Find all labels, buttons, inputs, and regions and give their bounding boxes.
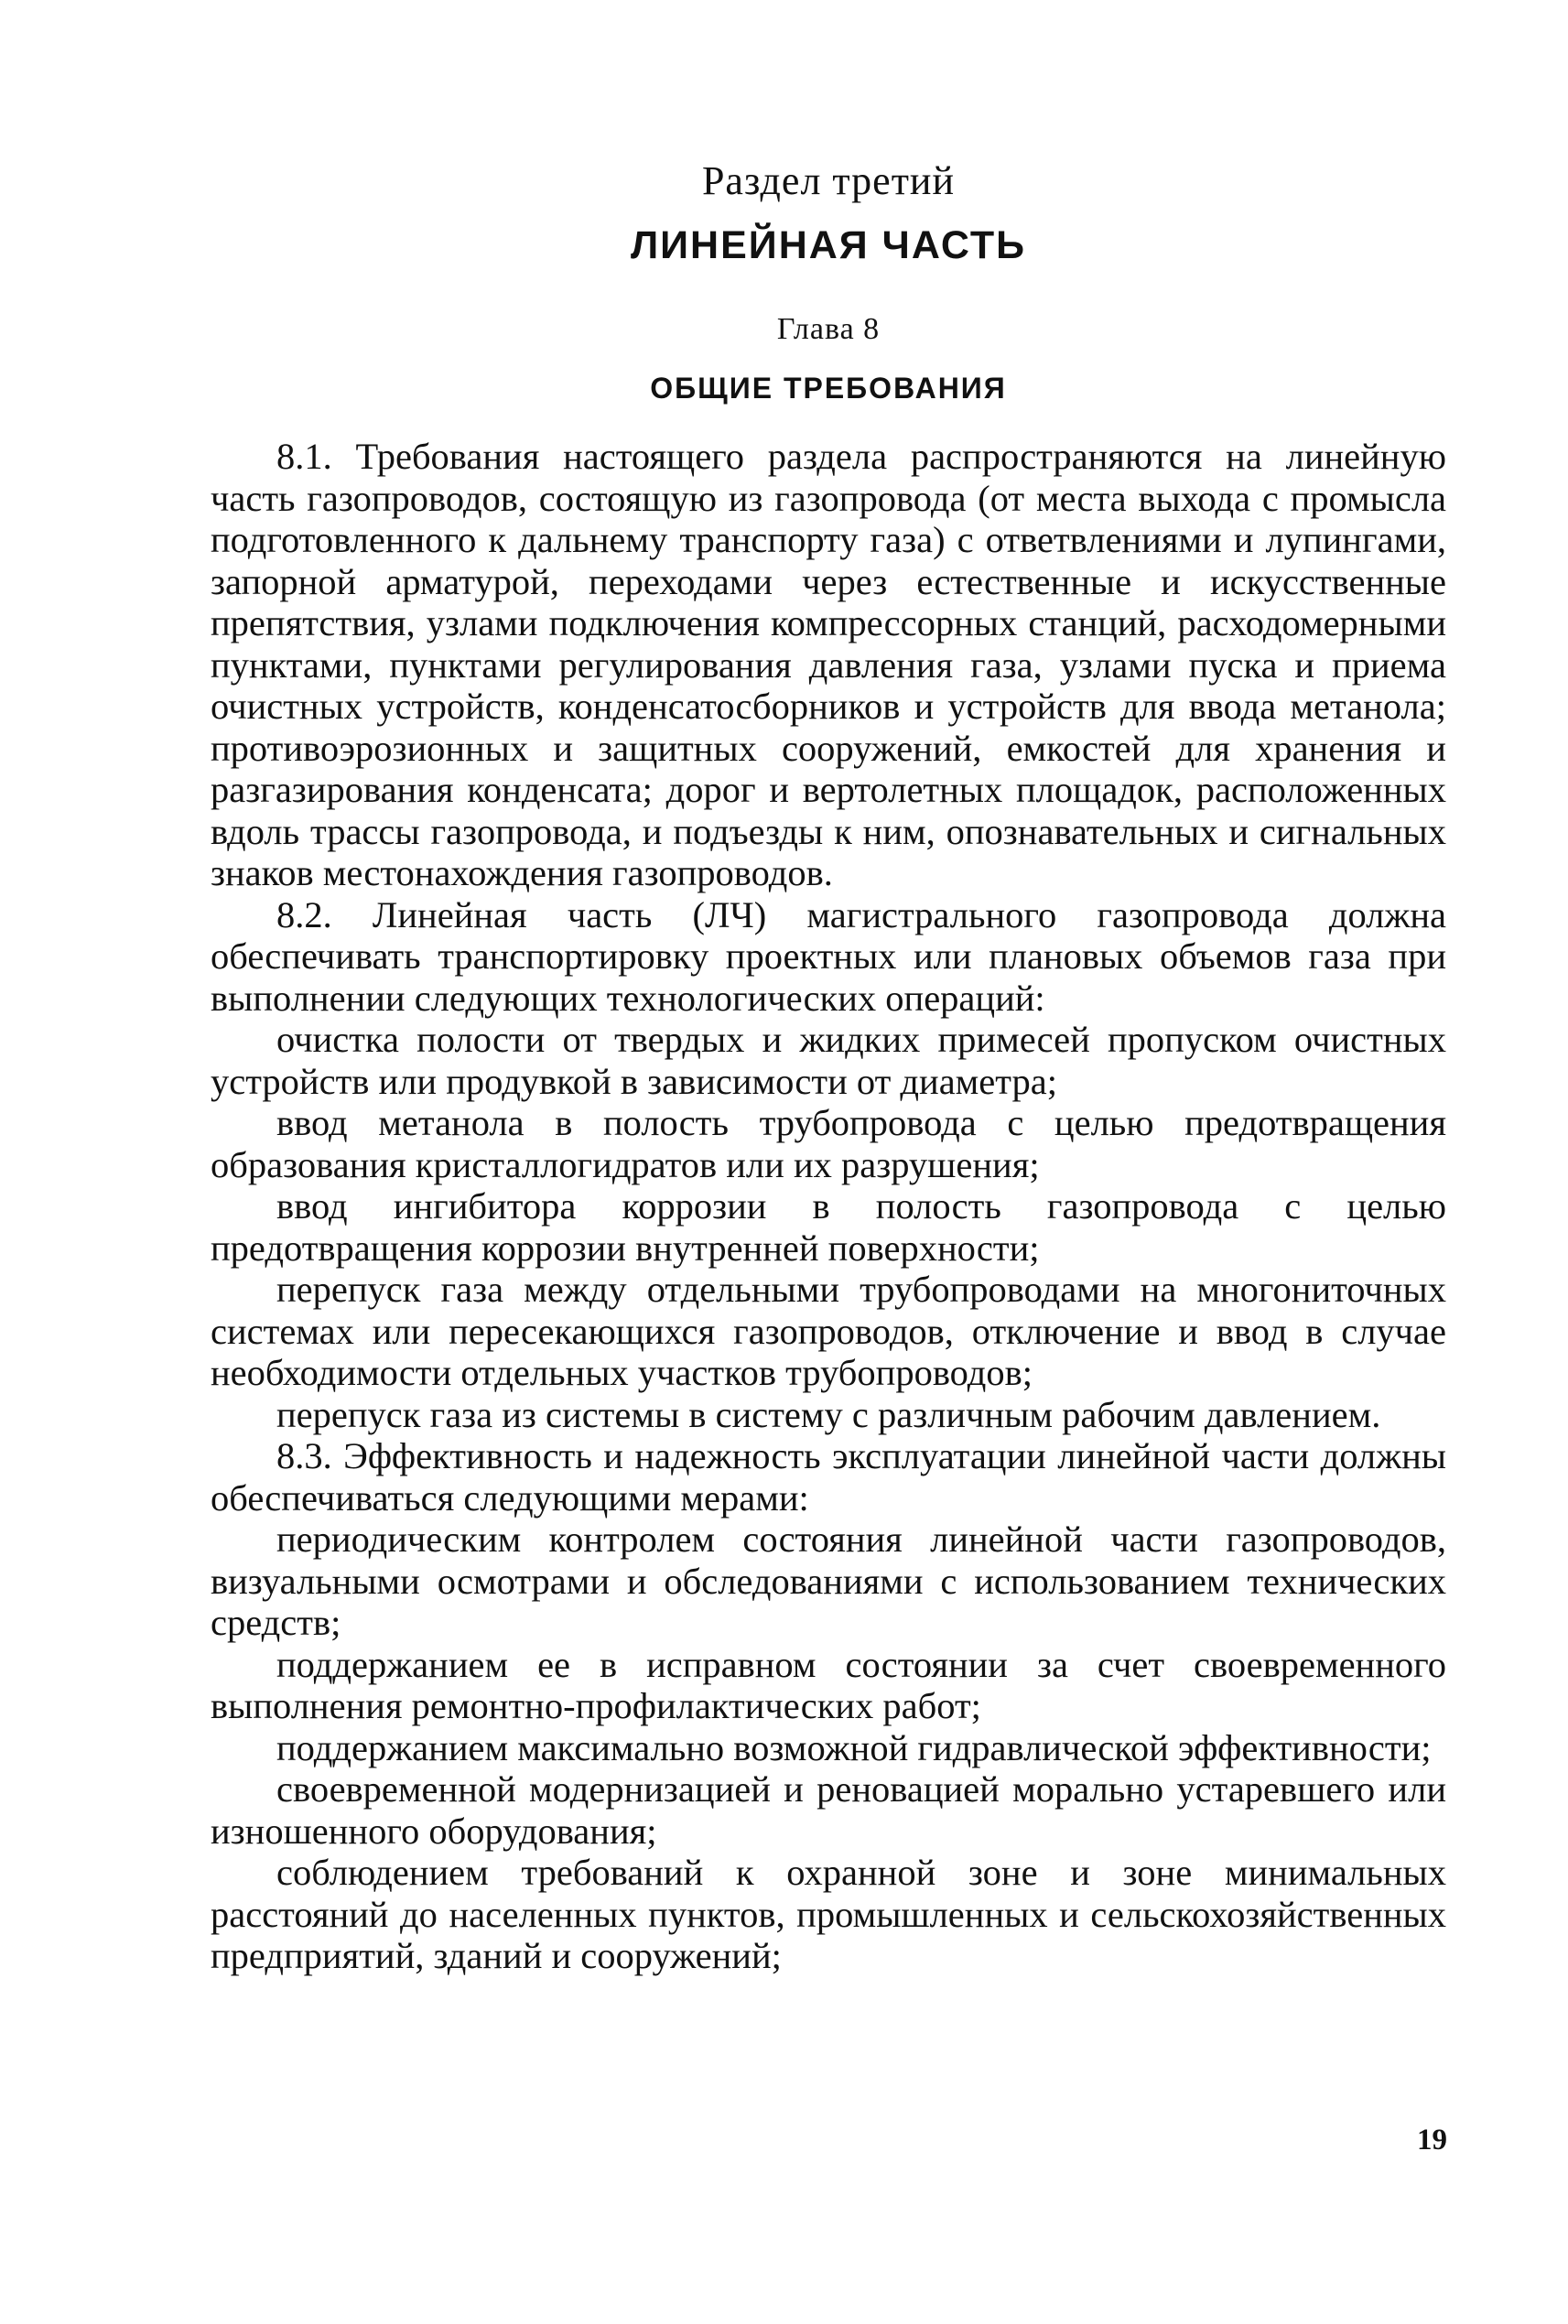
- list-item: соблюдением требований к охранной зоне и зоне минимальных расстояний до населенных пунктов, промышленных и сельскохозяйственных предприятий, зданий и сооружений;: [211, 1852, 1446, 1976]
- section-label: Раздел третий: [701, 158, 956, 203]
- list-item: поддержанием ее в исправном состоянии за счет своевременного выполнения ремонтно-профилактических работ;: [211, 1643, 1446, 1726]
- body-text: [211, 436, 1446, 1977]
- list-item: ввод метанола в полость трубопровода с целью предотвращения образования кристаллогидратов или их разрушения;: [211, 1102, 1446, 1185]
- paragraph-8-3: 8.3. Эффективность и надежность эксплуатации линейной части должны обеспечиваться следующими мерами:: [211, 1435, 1446, 1519]
- page-number: 19: [1417, 2124, 1447, 2156]
- list-item: периодическим контролем состояния линейной части газопроводов, визуальными осмотрами и обследованиями с использованием технических средств;: [211, 1519, 1446, 1643]
- chapter-title: ОБЩИЕ ТРЕБОВАНИЯ: [650, 372, 1007, 405]
- paragraph-8-1: 8.1. Требования настоящего раздела распространяются на линейную часть газопроводов, состоящую из газопровода (от места выхода с промысла подготовленного к дальнему транспорту газа) с ответвлениями и лупингами, запорной арматурой, переходами через естественные и искусственные препятствия, узлами подключения компрессорных станций, расходомерными пунктами, пунктами регулирования давления газа, узлами пуска и приема очистных устройств, конденсатосборников и устройств для ввода метанола; противоэрозионных и защитных сооружений, емкостей для хранения и разгазирования конденсата; дорог и вертолетных площадок, расположенных вдоль трассы газопровода, и подъезды к ним, опознавательных и сигнальных знаков местонахождения газопроводов.: [211, 436, 1446, 893]
- list-item: перепуск газа из системы в систему с различным рабочим давлением.: [276, 1393, 1381, 1435]
- paragraph-8-2: 8.2. Линейная часть (ЛЧ) магистрального газопровода должна обеспечивать транспортировку проектных или плановых объемов газа при выполнении следующих технологических операций:: [211, 893, 1446, 1019]
- chapter-label: Глава 8: [776, 312, 881, 346]
- list-item: очистка полости от твердых и жидких примесей пропуском очистных устройств или продувкой в зависимости от диаметра;: [211, 1019, 1446, 1102]
- list-item: ввод ингибитора коррозии в полость газопровода с целью предотвращения коррозии внутренней поверхности;: [211, 1185, 1446, 1269]
- document-page: [211, 156, 1446, 1977]
- list-item: перепуск газа между отдельными трубопроводами на многониточных системах или пересекающихся газопроводов, отключение и ввод в случае необходимости отдельных участков трубопроводов;: [211, 1269, 1446, 1393]
- part-title: ЛИНЕЙНАЯ ЧАСТЬ: [630, 223, 1027, 267]
- list-item: поддержанием максимально возможной гидравлической эффективности;: [276, 1726, 1432, 1768]
- list-item: своевременной модернизацией и реновацией морально устаревшего или изношенного оборудования;: [211, 1768, 1446, 1852]
